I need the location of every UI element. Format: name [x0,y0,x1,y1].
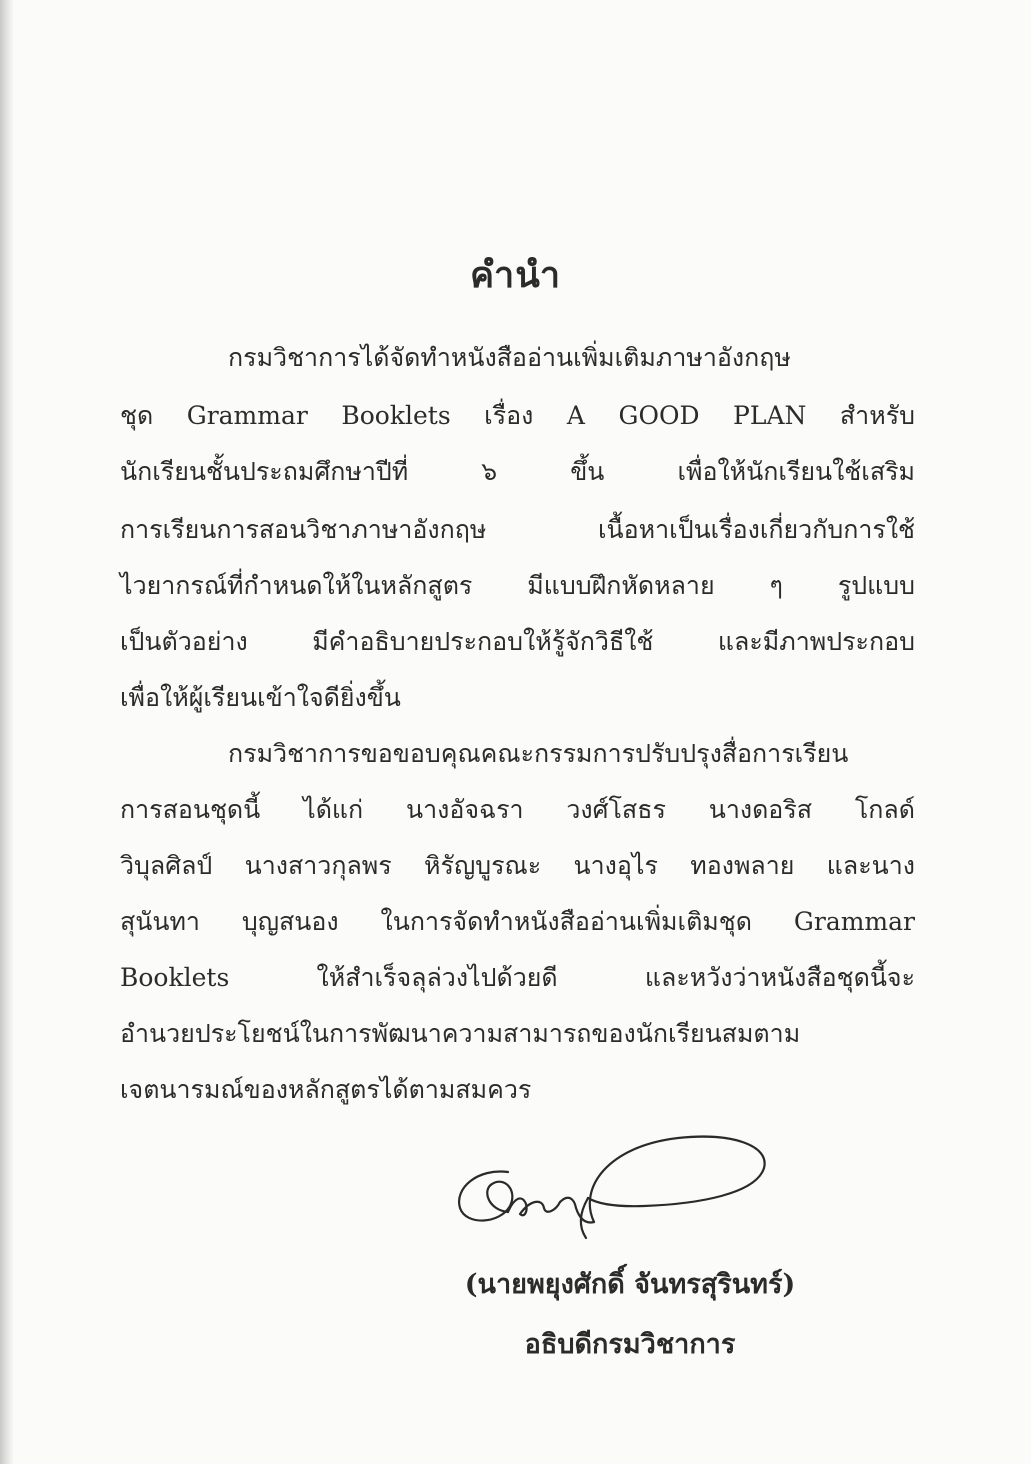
page-title: คำนำ [469,254,562,297]
paragraph-2-line-3: วิบุลศิลป์ นางสาวกุลพร หิรัญบูรณะ นางอุไร ทองพลาย และนาง [120,851,915,880]
signatory-name: (นายพยุงศักดิ์ จันทรสุรินทร์) [464,1269,796,1300]
paragraph-1-line-3: นักเรียนชั้นประถมศึกษาปีที่ ๖ ขึ้น เพื่อให้นักเรียนใช้เสริม [120,457,915,486]
paragraph-2-line-2: การสอนชุดนี้ ได้แก่ นางอัจฉรา วงศ์โสธร นางดอริส โกลด์ [120,795,915,824]
page-edge-shadow [0,0,14,1464]
handwritten-signature [448,1128,778,1248]
signatory-position: อธิบดีกรมวิชาการ [524,1329,736,1360]
paragraph-1-line-4: การเรียนการสอนวิชาภาษาอังกฤษ เนื้อหาเป็นเรื่องเกี่ยวกับการใช้ [120,515,915,544]
paragraph-2-line-6: อำนวยประโยชน์ในการพัฒนาความสามารถของนักเรียนสมตาม [120,1019,801,1048]
paragraph-2-line-7: เจตนารมณ์ของหลักสูตรได้ตามสมควร [120,1075,532,1104]
paragraph-1-line-1: กรมวิชาการได้จัดทำหนังสืออ่านเพิ่มเติมภาษาอังกฤษ [228,343,791,372]
paragraph-2-line-1: กรมวิชาการขอขอบคุณคณะกรรมการปรับปรุงสื่อการเรียน [228,739,849,768]
paragraph-2-line-5: Booklets ให้สำเร็จลุล่วงไปด้วยดี และหวังว่าหนังสือชุดนี้จะ [120,963,915,992]
paragraph-1-line-5: ไวยากรณ์ที่กำหนดให้ในหลักสูตร มีแบบฝึกหัดหลาย ๆ รูปแบบ [120,571,915,600]
paragraph-1-line-7: เพื่อให้ผู้เรียนเข้าใจดียิ่งขึ้น [120,683,401,712]
paragraph-1-line-2: ชุด Grammar Booklets เรื่อง A GOOD PLAN สำหรับ [120,401,915,430]
paragraph-1-line-6: เป็นตัวอย่าง มีคำอธิบายประกอบให้รู้จักวิธีใช้ และมีภาพประกอบ [120,627,915,656]
paragraph-2-line-4: สุนันทา บุญสนอง ในการจัดทำหนังสืออ่านเพิ่มเติมชุด Grammar [120,907,915,936]
